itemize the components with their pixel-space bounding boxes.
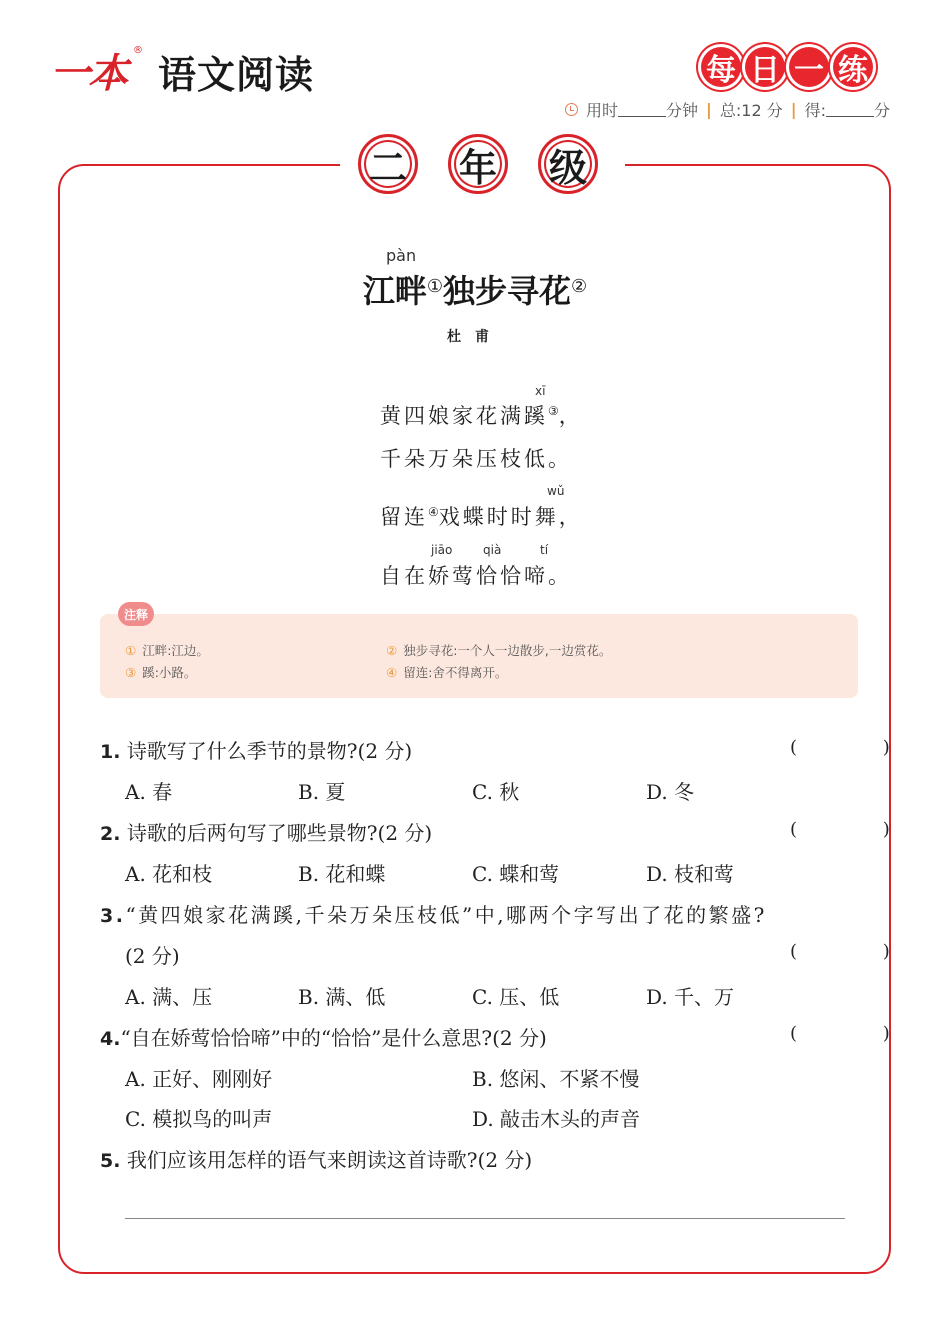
- score-meta: [565, 98, 890, 121]
- time-unit: 分钟: [666, 101, 699, 120]
- note-item: [125, 663, 196, 681]
- title-pinyin: pàn: [386, 246, 417, 265]
- question-5: [100, 1144, 532, 1173]
- score-unit: 分: [873, 101, 890, 120]
- poem-line-3: [380, 501, 583, 531]
- question-number: 2.: [100, 823, 121, 845]
- note-ref: ③: [548, 404, 559, 418]
- question-4: [100, 1022, 547, 1051]
- note-text: 蹊:小路。: [142, 665, 197, 680]
- grade-char: 年: [448, 134, 508, 194]
- option-b[interactable]: B. 满、低: [298, 985, 386, 1009]
- total-label: 总:12 分: [719, 101, 783, 120]
- score-blank[interactable]: [826, 102, 874, 117]
- line-pinyin: qià: [483, 543, 502, 557]
- poem-line-end: ，: [558, 404, 583, 428]
- question-number: 5.: [100, 1150, 121, 1172]
- answer-line[interactable]: [125, 1218, 845, 1219]
- note-item: [386, 663, 507, 681]
- note-text: 留连:舍不得离开。: [403, 665, 508, 680]
- brand-logo: 一本: [50, 51, 126, 97]
- question-text: “自在娇莺恰恰啼”中的“恰恰”是什么意思?(2 分): [120, 1026, 547, 1050]
- note-text: 江畔:江边。: [142, 643, 209, 658]
- note-text: 独步寻花:一个人一边散步,一边赏花。: [403, 643, 612, 658]
- line-pinyin: xī: [535, 384, 546, 398]
- note-num: ①: [125, 643, 137, 658]
- line-pinyin: wǔ: [547, 484, 565, 498]
- option-c[interactable]: C. 蝶和莺: [472, 862, 560, 886]
- poem-line-4: 自在娇莺恰恰啼。: [380, 564, 572, 588]
- option-b[interactable]: B. 悠闲、不紧不慢: [472, 1067, 640, 1091]
- option-b[interactable]: B. 夏: [298, 780, 346, 804]
- answer-paren[interactable]: ( ): [790, 1023, 930, 1044]
- daily-char: 日: [742, 44, 788, 90]
- option-a[interactable]: A. 正好、刚刚好: [125, 1067, 273, 1091]
- option-a[interactable]: A. 春: [125, 780, 173, 804]
- option-c[interactable]: C. 模拟鸟的叫声: [125, 1107, 273, 1131]
- question-1: [100, 735, 412, 764]
- line-pinyin: tí: [540, 543, 549, 557]
- question-text: 诗歌的后两句写了哪些景物?(2 分): [126, 821, 433, 845]
- question-2: [100, 817, 432, 846]
- score-label: 得:: [804, 101, 826, 120]
- line-pinyin: jiāo: [431, 543, 453, 557]
- daily-practice-badge: [700, 44, 876, 90]
- answer-paren[interactable]: ( ): [790, 737, 930, 758]
- question-text: 我们应该用怎样的语气来朗读这首诗歌?(2 分): [126, 1148, 533, 1172]
- answer-paren[interactable]: ( ): [790, 819, 930, 840]
- option-a[interactable]: A. 花和枝: [125, 862, 213, 886]
- question-text: 诗歌写了什么季节的景物?(2 分): [126, 739, 413, 763]
- poem-line-text: 黄四娘家花满蹊: [380, 404, 548, 428]
- daily-char: 一: [786, 44, 832, 90]
- title-part1: 江畔: [362, 272, 427, 310]
- option-c[interactable]: C. 秋: [472, 780, 520, 804]
- answer-paren[interactable]: ( ): [790, 941, 930, 962]
- poem-line-2: 千朵万朵压枝低。: [380, 447, 572, 471]
- time-blank[interactable]: [618, 102, 666, 117]
- daily-char: 每: [698, 44, 744, 90]
- question-number: 3.: [100, 905, 126, 927]
- poem-title: [0, 266, 950, 312]
- option-a[interactable]: A. 满、压: [125, 985, 213, 1009]
- option-d[interactable]: D. 敲击木头的声音: [472, 1107, 641, 1131]
- note-item: [125, 641, 209, 659]
- divider: |: [706, 100, 712, 119]
- note-ref: ①: [426, 276, 443, 297]
- question-number: 4.: [100, 1028, 121, 1050]
- option-c[interactable]: C. 压、低: [472, 985, 560, 1009]
- grade-badge: [358, 134, 598, 194]
- series-title: 语文阅读: [158, 53, 315, 97]
- daily-char: 练: [830, 44, 876, 90]
- clock-icon: [565, 103, 578, 116]
- note-num: ④: [386, 665, 398, 680]
- note-ref: ④: [428, 505, 439, 519]
- grade-char: 级: [538, 134, 598, 194]
- poem-author: 杜甫: [447, 329, 503, 345]
- title-part2: 独步寻花: [443, 272, 572, 310]
- time-label: 用时: [586, 101, 619, 120]
- divider: |: [790, 100, 797, 119]
- grade-char: 二: [358, 134, 418, 194]
- poem-line-text: 戏蝶时时舞，: [438, 505, 583, 529]
- note-item: [386, 641, 611, 659]
- notes-badge: 注释: [118, 602, 154, 626]
- option-d[interactable]: D. 冬: [646, 780, 695, 804]
- option-d[interactable]: D. 千、万: [646, 985, 735, 1009]
- option-b[interactable]: B. 花和蝶: [298, 862, 386, 886]
- poem-line-text: 留连: [380, 505, 428, 529]
- note-num: ②: [386, 643, 398, 658]
- question-text: “黄四娘家花满蹊,千朵万朵压枝低”中,哪两个字写出了花的繁盛?: [125, 903, 767, 927]
- question-3-points: (2 分): [125, 944, 180, 968]
- registered-mark: ®: [133, 45, 143, 56]
- note-num: ③: [125, 665, 137, 680]
- option-d[interactable]: D. 枝和莺: [646, 862, 735, 886]
- poem-line-1: [380, 400, 583, 430]
- note-ref: ②: [571, 276, 588, 297]
- question-3: [100, 899, 767, 928]
- question-number: 1.: [100, 741, 121, 763]
